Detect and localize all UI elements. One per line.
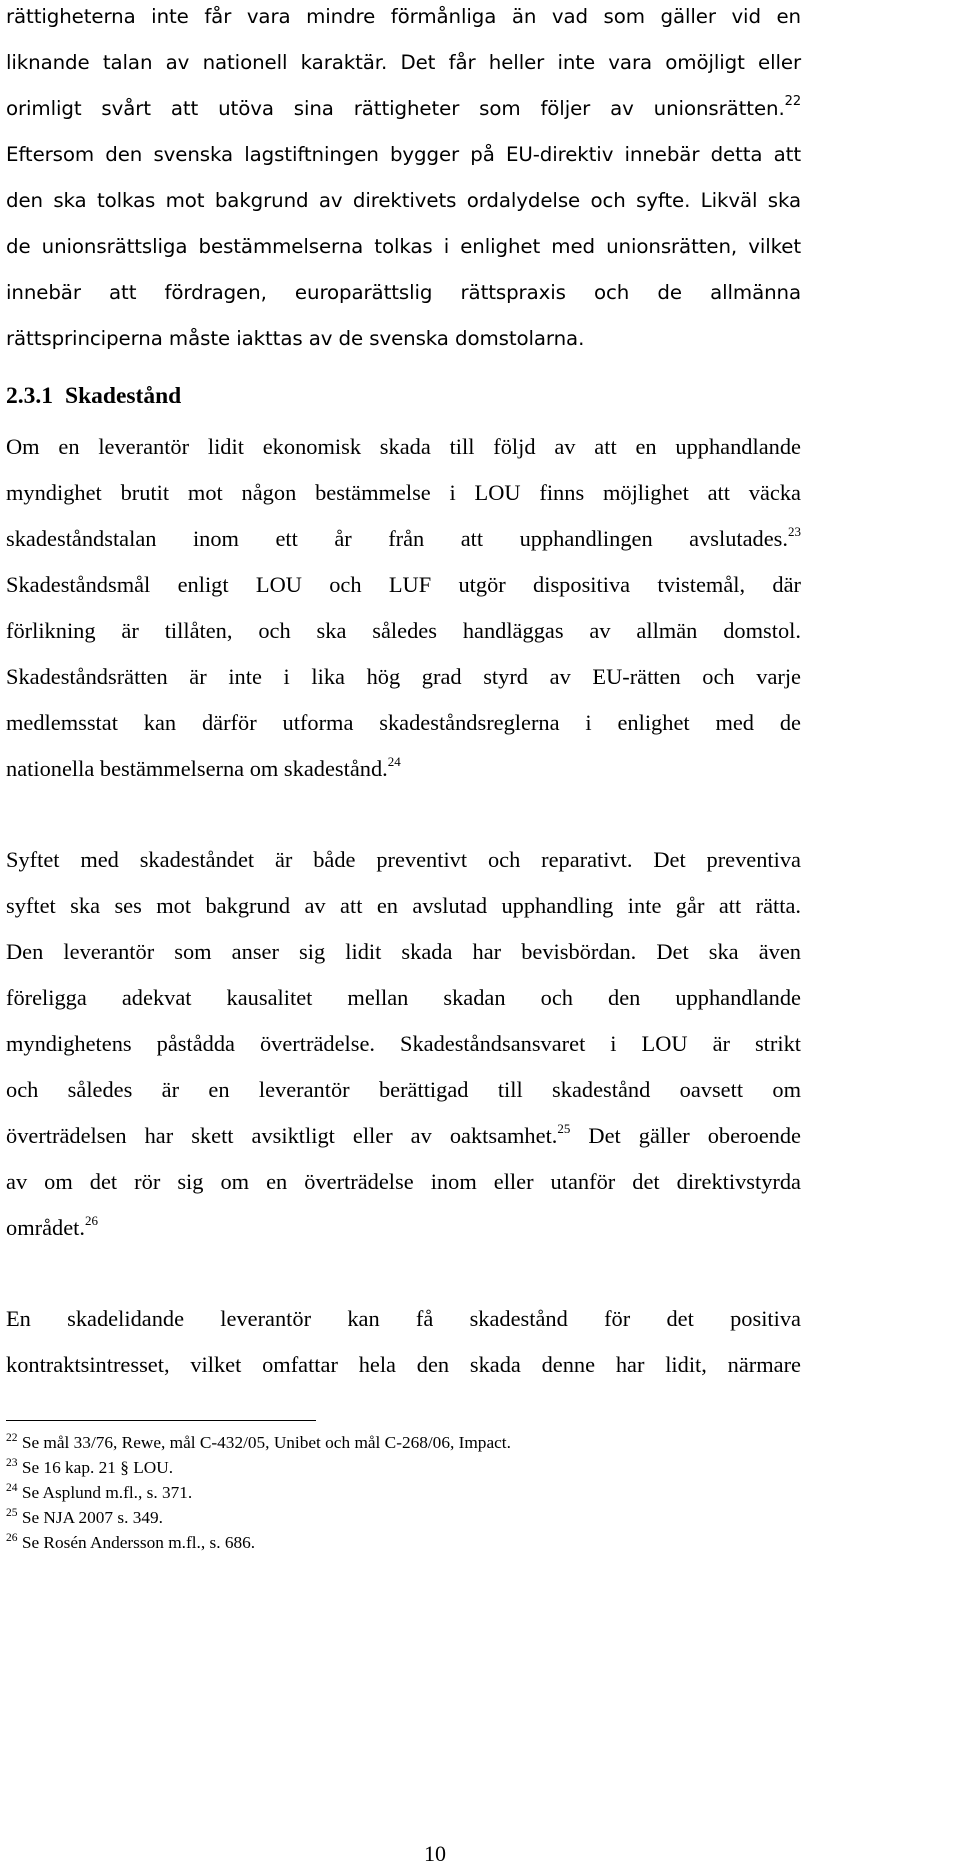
- section-sign: §: [120, 1458, 129, 1477]
- document-page: rättigheterna inte får vara mindre förmånliga än vad som gäller vid en liknande talan av nationell karaktär. Det får heller inte vara omöjligt eller orimligt svårt att utöva sina rättigheter som följer av unionsrätten.$^{22}$ Eftersom den svenska lagstiftningen bygger på EU-direktiv innebär detta att den ska tolkas mot bakgrund av direktivets ordalydelse och syfte. Likväl ska de unionsrättsliga bestämmelserna tolkas i enlighet med unionsrätten, vilket innebär att fördragen, europarättslig rättspraxis och de allmänna rättsprinciperna måste iakttas av de svenska domstolarna. 2.3.1 Skadestånd Om en leverantör lidit ekonomisk skada till följd av att en upphandlande myndighet brutit mot någon bestämmelse i LOU finns möjlighet att väcka skadeståndstalan inom ett år från att upphandlingen avslutades.$^{23}$ Skadeståndsmål enligt LOU och LUF utgör dispositiva tvistemål, där förlikning är tillåten, och ska således handläggas av allmän domstol. Skadeståndsrätten är inte i lika hög grad styrd av EU-rätten och varje medlemsstat kan därför utforma skadeståndsreglerna i enlighet med de nationella bestämmelserna om skadestånd.$^{24}$ Syftet med skadeståndet är både preventivt och reparativt. Det preventiva syftet ska ses mot bakgrund av att en avslutad upphandling inte går att rätta. Den leverantör som anser sig lidit skada har bevisbördan. Det ska även föreligga adekvat kausalitet mellan skadan och den upphandlande myndighetens påstådda överträdelse. Skadeståndsansvaret i LOU är strikt och således är en leverantör berättigad till skadestånd oavsett om överträdelsen har skett avsiktligt eller av oaktsamhet.$^{25}$ Det gäller oberoende av om det rör sig om en överträdelse inom eller utanför det direktivstyrda området.$^{26}$ En skadelidande leverantör kan få skadestånd för det positiva kontraktsintresset, vilket omfattar hela den skada denne har lidit, närmare $^{22}$ Se mål 33/76, Rewe, mål C-432/05, Unibet och mål C-268/06, Impact. $^{23}$ Se 16 kap. 21 § LOU. $^{24}$ Se Asplund m.fl., s. 371. $^{25}$ Se NJA 2007 s. 349. $^{26}$ Se Rosén Andersson m.fl., s. 686. 10: [6, 5, 801, 1866]
- footnote-number: 26: [6, 1532, 18, 1544]
- footnote-ref-22: 22: [784, 94, 801, 109]
- footnote-26: [6, 1533, 255, 1553]
- footnote-text: Se mål 33/76, Rewe, mål C-432/05, Unibet och mål C-268/06, Impact.: [21, 1433, 511, 1452]
- footnote-number: 25: [6, 1507, 18, 1519]
- footnote-number: 22: [6, 1432, 18, 1444]
- footnote-number: 23: [6, 1457, 18, 1469]
- footnote-25: [6, 1508, 163, 1528]
- footnote-22: [6, 1433, 511, 1453]
- footnote-ref-26: 26: [84, 1213, 98, 1228]
- footnote-number: 24: [6, 1482, 18, 1494]
- footnote-23: [6, 1458, 173, 1478]
- section-title: Skadestånd: [65, 383, 182, 409]
- footnote-text: Se 16 kap. 21: [21, 1458, 116, 1477]
- footnote-text: Se NJA 2007 s. 349.: [21, 1508, 163, 1527]
- section-number: 2.3.1: [6, 383, 53, 409]
- page-number: 10: [424, 1841, 446, 1866]
- footnote-ref-25: 25: [557, 1121, 571, 1136]
- footnote-24: [6, 1483, 192, 1503]
- footnote-text: Se Asplund m.fl., s. 371.: [21, 1483, 193, 1502]
- footnote-separator: [6, 1420, 316, 1421]
- footnote-ref-23: 23: [788, 524, 801, 539]
- section-heading: [6, 383, 181, 410]
- footnote-text: Se Rosén Andersson m.fl., s. 686.: [21, 1533, 256, 1552]
- footnote-text: LOU.: [133, 1458, 174, 1477]
- footnote-ref-24: 24: [387, 754, 401, 769]
